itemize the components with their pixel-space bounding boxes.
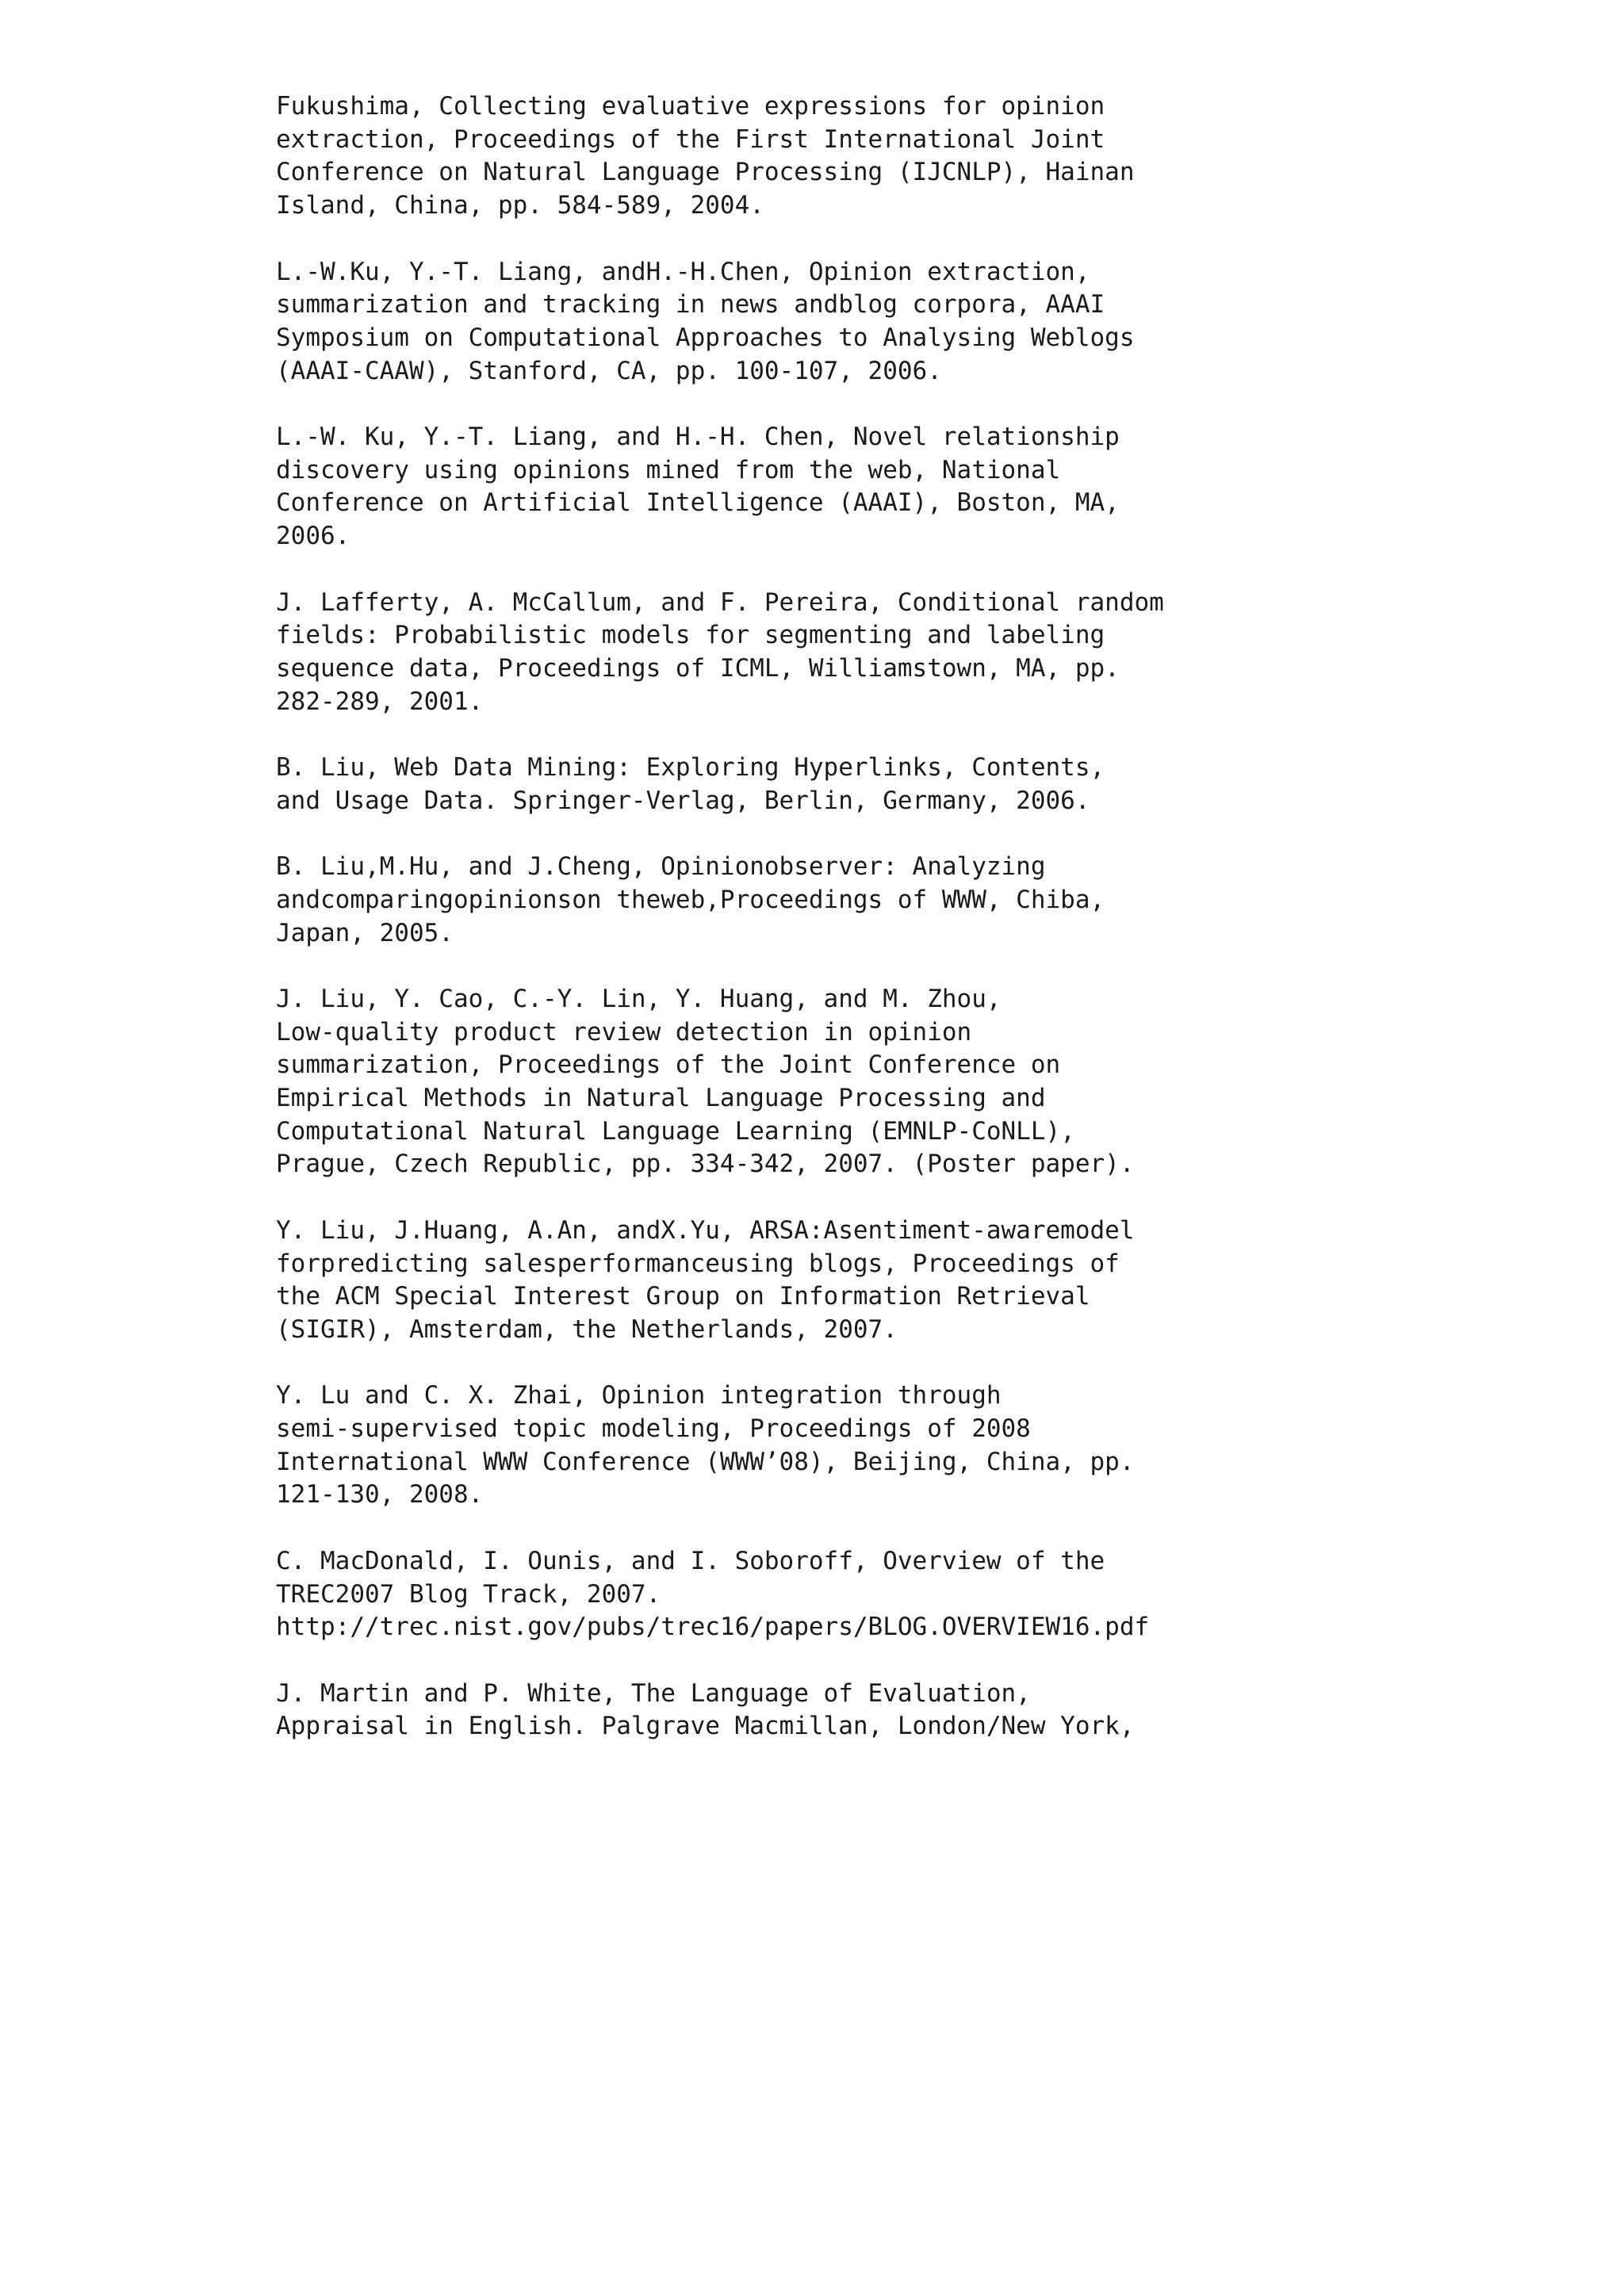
reference-line: andcomparingopinionson theweb,Proceedings of WWW, Chiba, bbox=[276, 885, 1105, 914]
reference-line: J. Liu, Y. Cao, C.-Y. Lin, Y. Huang, and M. Zhou, bbox=[276, 984, 1002, 1013]
reference-line: sequence data, Proceedings of ICML, Williamstown, MA, pp. bbox=[276, 653, 1120, 683]
reference-line: Empirical Methods in Natural Language Processing and bbox=[276, 1084, 1046, 1112]
reference-line: Prague, Czech Republic, pp. 334-342, 2007. (Poster paper). bbox=[276, 1150, 1135, 1179]
reference-line: C. MacDonald, I. Ounis, and I. Soboroff, Overview of the bbox=[276, 1546, 1105, 1575]
reference-line: B. Liu,M.Hu, and J.Cheng, Opinionobserver: Analyzing bbox=[276, 852, 1046, 882]
reference-line: L.-W. Ku, Y.-T. Liang, and H.-H. Chen, Novel relationship bbox=[276, 423, 1120, 451]
reference-entry-ku-2006b bbox=[276, 421, 1465, 553]
reference-url: http://trec.nist.gov/pubs/trec16/papers/BLOG.OVERVIEW16.pdf bbox=[276, 1613, 1150, 1642]
reference-entry-liu-y-2007 bbox=[276, 1215, 1465, 1347]
reference-line: Y. Liu, J.Huang, A.An, andX.Yu, ARSA:Asentiment-awaremodel bbox=[276, 1215, 1135, 1245]
reference-entry-martin-white bbox=[276, 1678, 1465, 1743]
reference-entry-macdonald bbox=[276, 1545, 1465, 1644]
reference-entry-lu-zhai bbox=[276, 1380, 1465, 1512]
reference-line: summarization, Proceedings of the Joint Conference on bbox=[276, 1050, 1061, 1080]
reference-entry-liu-2005 bbox=[276, 851, 1465, 950]
reference-line: and Usage Data. Springer-Verlag, Berlin, Germany, 2006. bbox=[276, 786, 1090, 815]
reference-line: Fukushima, Collecting evaluative expressions for opinion bbox=[276, 92, 1105, 121]
reference-line: Conference on Artificial Intelligence (AAAI), Boston, MA, bbox=[276, 488, 1120, 518]
reference-line: 282-289, 2001. bbox=[276, 687, 484, 716]
reference-line: Japan, 2005. bbox=[276, 918, 454, 947]
reference-line: (SIGIR), Amsterdam, the Netherlands, 2007. bbox=[276, 1314, 898, 1344]
reference-line: Symposium on Computational Approaches to Analysing Weblogs bbox=[276, 323, 1135, 352]
reference-line: extraction, Proceedings of the First International Joint bbox=[276, 124, 1105, 154]
reference-line: 121-130, 2008. bbox=[276, 1480, 484, 1510]
reference-line: J. Martin and P. White, The Language of Evaluation, bbox=[276, 1678, 1031, 1708]
reference-line: J. Lafferty, A. McCallum, and F. Pereira, Conditional random bbox=[276, 587, 1164, 617]
reference-line: Computational Natural Language Learning (EMNLP-CoNLL), bbox=[276, 1116, 1075, 1146]
reference-line: the ACM Special Interest Group on Information Retrieval bbox=[276, 1282, 1090, 1311]
reference-entry-lafferty bbox=[276, 587, 1465, 719]
reference-line: summarization and tracking in news andblog corpora, AAAI bbox=[276, 290, 1105, 320]
reference-line: TREC2007 Blog Track, 2007. bbox=[276, 1579, 661, 1609]
reference-line: Island, China, pp. 584-589, 2004. bbox=[276, 191, 764, 220]
reference-entry-liu-2006 bbox=[276, 752, 1465, 817]
reference-line: International WWW Conference (WWW’08), Beijing, China, pp. bbox=[276, 1447, 1135, 1476]
reference-line: (AAAI-CAAW), Stanford, CA, pp. 100-107, 2006. bbox=[276, 356, 942, 385]
reference-line: discovery using opinions mined from the web, National bbox=[276, 455, 1061, 484]
reference-entry-liu-j-2007 bbox=[276, 983, 1465, 1181]
reference-line: Appraisal in English. Palgrave Macmillan, London/New York, bbox=[276, 1712, 1135, 1741]
reference-line: 2006. bbox=[276, 522, 350, 551]
reference-line: L.-W.Ku, Y.-T. Liang, andH.-H.Chen, Opinion extraction, bbox=[276, 257, 1090, 286]
reference-line: Low-quality product review detection in opinion bbox=[276, 1017, 972, 1047]
reference-line: Conference on Natural Language Processing (IJCNLP), Hainan bbox=[276, 158, 1135, 187]
reference-line: B. Liu, Web Data Mining: Exploring Hyperlinks, Contents, bbox=[276, 753, 1105, 782]
reference-entry-ku-2006a bbox=[276, 256, 1465, 388]
reference-line: semi-supervised topic modeling, Proceedings of 2008 bbox=[276, 1414, 1031, 1443]
reference-line: fields: Probabilistic models for segmenting and labeling bbox=[276, 621, 1105, 650]
reference-line: forpredicting salesperformanceusing blogs, Proceedings of bbox=[276, 1249, 1120, 1278]
reference-list bbox=[276, 90, 1465, 1743]
reference-line: Y. Lu and C. X. Zhai, Opinion integration through bbox=[276, 1381, 1002, 1410]
reference-entry-fukushima bbox=[276, 90, 1465, 223]
